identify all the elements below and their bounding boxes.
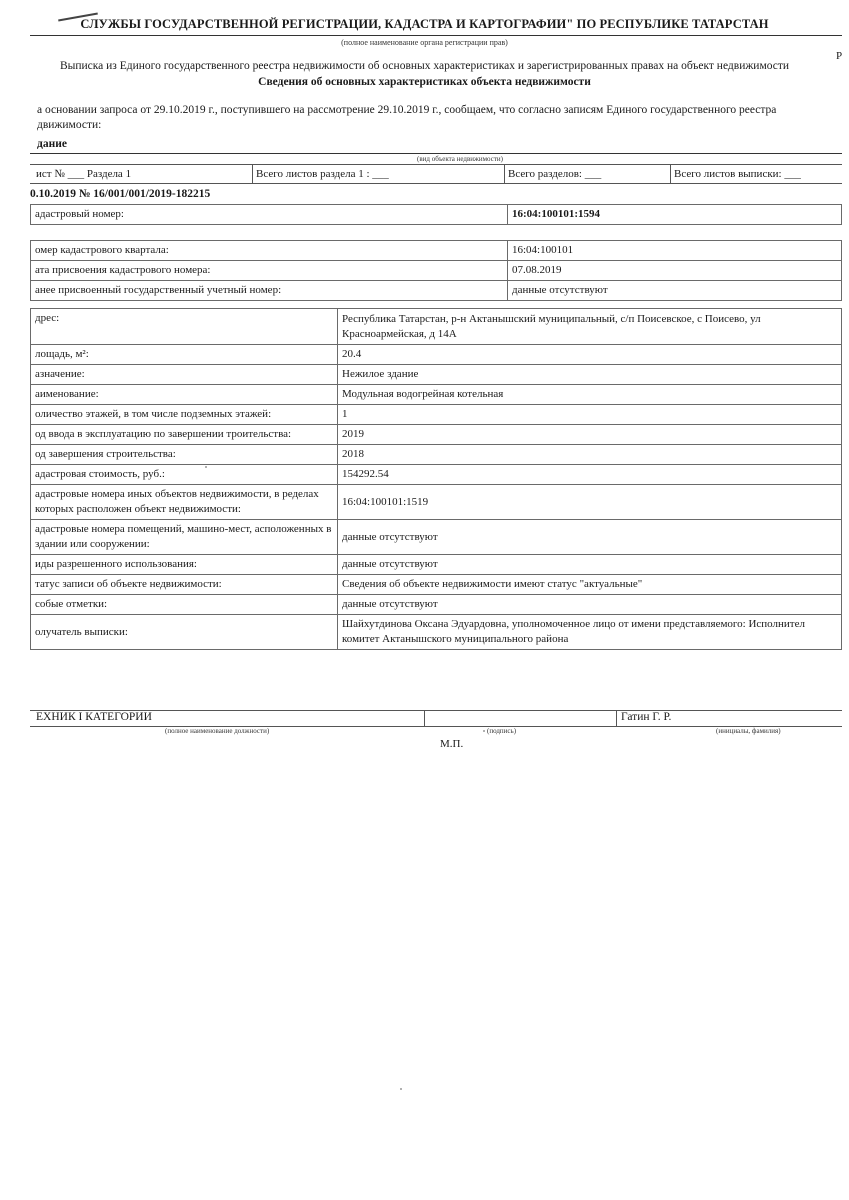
row-label: анее присвоенный государственный учетный номер: (31, 281, 508, 301)
row-value: Шайхутдинова Оксана Эдуардовна, уполномоченное лицо от имени представляемого: Исполнител комитет Актанышского муниципального района (338, 615, 842, 650)
position-caption: (полное наименование должности) (165, 727, 270, 735)
basis-text-line-2: движимости: (37, 119, 102, 131)
divider (616, 711, 617, 726)
row-value: 2018 (338, 445, 842, 465)
table-row (31, 520, 842, 555)
object-type-underline (30, 153, 842, 154)
row-value: Нежилое здание (338, 365, 842, 385)
table-row (31, 281, 842, 301)
object-type: дание (37, 138, 67, 150)
table-row (31, 425, 842, 445)
date-and-number: 0.10.2019 № 16/001/001/2019-182215 (30, 188, 211, 200)
row-value: Республика Татарстан, р-н Актанышский муниципальный, с/п Поисевское, с Поисево, ул Красноармейская, д 14А (338, 309, 842, 345)
divider (504, 165, 505, 183)
row-value: 16:04:100101 (508, 241, 842, 261)
divider (252, 165, 253, 183)
stamp-place: М.П. (440, 738, 464, 750)
row-label: адастровые номера помещений, машино-мест, асположенных в здании или сооружении: (31, 520, 338, 555)
row-label: дрес: (31, 309, 338, 345)
row-value: 07.08.2019 (508, 261, 842, 281)
row-label: адастровая стоимость, руб.: (31, 465, 338, 485)
row-value: 16:04:100101:1519 (338, 485, 842, 520)
row-label: азначение: (31, 365, 338, 385)
row-value: 154292.54 (338, 465, 842, 485)
table-row (31, 345, 842, 365)
basis-text-line-1: а основании запроса от 29.10.2019 г., поступившего на рассмотрение 29.10.2019 г., сообщаем, что согласно записям Единого государственного реестра (37, 104, 777, 116)
row-value: 1 (338, 405, 842, 425)
row-value: данные отсутствуют (508, 281, 842, 301)
table-row (31, 241, 842, 261)
row-label: лощадь, м²: (31, 345, 338, 365)
signer-position: ЕХНИК I КАТЕГОРИИ (36, 711, 152, 723)
row-label: ата присвоения кадастрового номера: (31, 261, 508, 281)
object-type-caption: (вид объекта недвижимости) (417, 155, 503, 163)
row-label: од завершения строительства: (31, 445, 338, 465)
authority-title: СЛУЖБЫ ГОСУДАРСТВЕННОЙ РЕГИСТРАЦИИ, КАДАСТРА И КАРТОГРАФИИ" ПО РЕСПУБЛИКЕ ТАТАРСТАН (80, 17, 769, 31)
scan-speck (400, 1088, 402, 1090)
name-caption: (инициалы, фамилия) (716, 727, 781, 735)
table-row (31, 555, 842, 575)
cadastral-number-value: 16:04:100101:1594 (508, 205, 842, 225)
table-row (31, 615, 842, 650)
block-info-table (30, 240, 842, 301)
row-value: данные отсутствуют (338, 520, 842, 555)
title-underline (30, 35, 842, 36)
divider (424, 711, 425, 726)
signature-caption: (подпись) (487, 727, 517, 735)
sheets-total: Всего листов выписки: ___ (674, 168, 801, 180)
table-row (31, 445, 842, 465)
row-label: собые отметки: (31, 595, 338, 615)
signature-row (30, 710, 842, 727)
sheet-number: ист № ___ Раздела 1 (36, 168, 132, 180)
extract-title: Выписка из Единого государственного реестра недвижимости об основных характеристиках и зарегистрированных правах на объект недвижимости (59, 60, 790, 72)
row-label: олучатель выписки: (31, 615, 338, 650)
cadastral-number-table (30, 204, 842, 225)
row-label: адастровые номера иных объектов недвижимости, в ределах которых расположен объект недвижимости: (31, 485, 338, 520)
extract-subtitle: Сведения об основных характеристиках объекта недвижимости (258, 76, 591, 88)
table-row (31, 309, 842, 345)
sheets-in-section: Всего листов раздела 1 : ___ (256, 168, 389, 180)
row-label: од ввода в эксплуатацию по завершении троительства: (31, 425, 338, 445)
row-label: иды разрешенного использования: (31, 555, 338, 575)
row-value: данные отсутствуют (338, 595, 842, 615)
table-row (31, 405, 842, 425)
table-row (31, 205, 842, 225)
row-value: Модульная водогрейная котельная (338, 385, 842, 405)
table-row (31, 465, 842, 485)
divider (670, 165, 671, 183)
scan-speck (205, 466, 207, 468)
row-value: данные отсутствуют (338, 555, 842, 575)
row-label: аименование: (31, 385, 338, 405)
signer-name: Гатин Г. Р. (621, 711, 672, 723)
corner-mark: Р (836, 50, 843, 62)
sections-total: Всего разделов: ___ (508, 168, 602, 180)
row-value: 20.4 (338, 345, 842, 365)
table-row (31, 365, 842, 385)
table-row (31, 385, 842, 405)
scan-speck (483, 730, 485, 732)
row-label: оличество этажей, в том числе подземных этажей: (31, 405, 338, 425)
authority-caption: (полное наименование органа регистрации прав) (341, 38, 508, 47)
table-row (31, 485, 842, 520)
row-label: татус записи об объекте недвижимости: (31, 575, 338, 595)
row-value: 2019 (338, 425, 842, 445)
row-value: Сведения об объекте недвижимости имеют статус "актуальные" (338, 575, 842, 595)
table-row (31, 595, 842, 615)
table-row (31, 261, 842, 281)
characteristics-table (30, 308, 842, 650)
row-label: омер кадастрового квартала: (31, 241, 508, 261)
sheet-info-row (30, 164, 842, 184)
cadastral-number-label: адастровый номер: (31, 205, 508, 225)
table-row (31, 575, 842, 595)
